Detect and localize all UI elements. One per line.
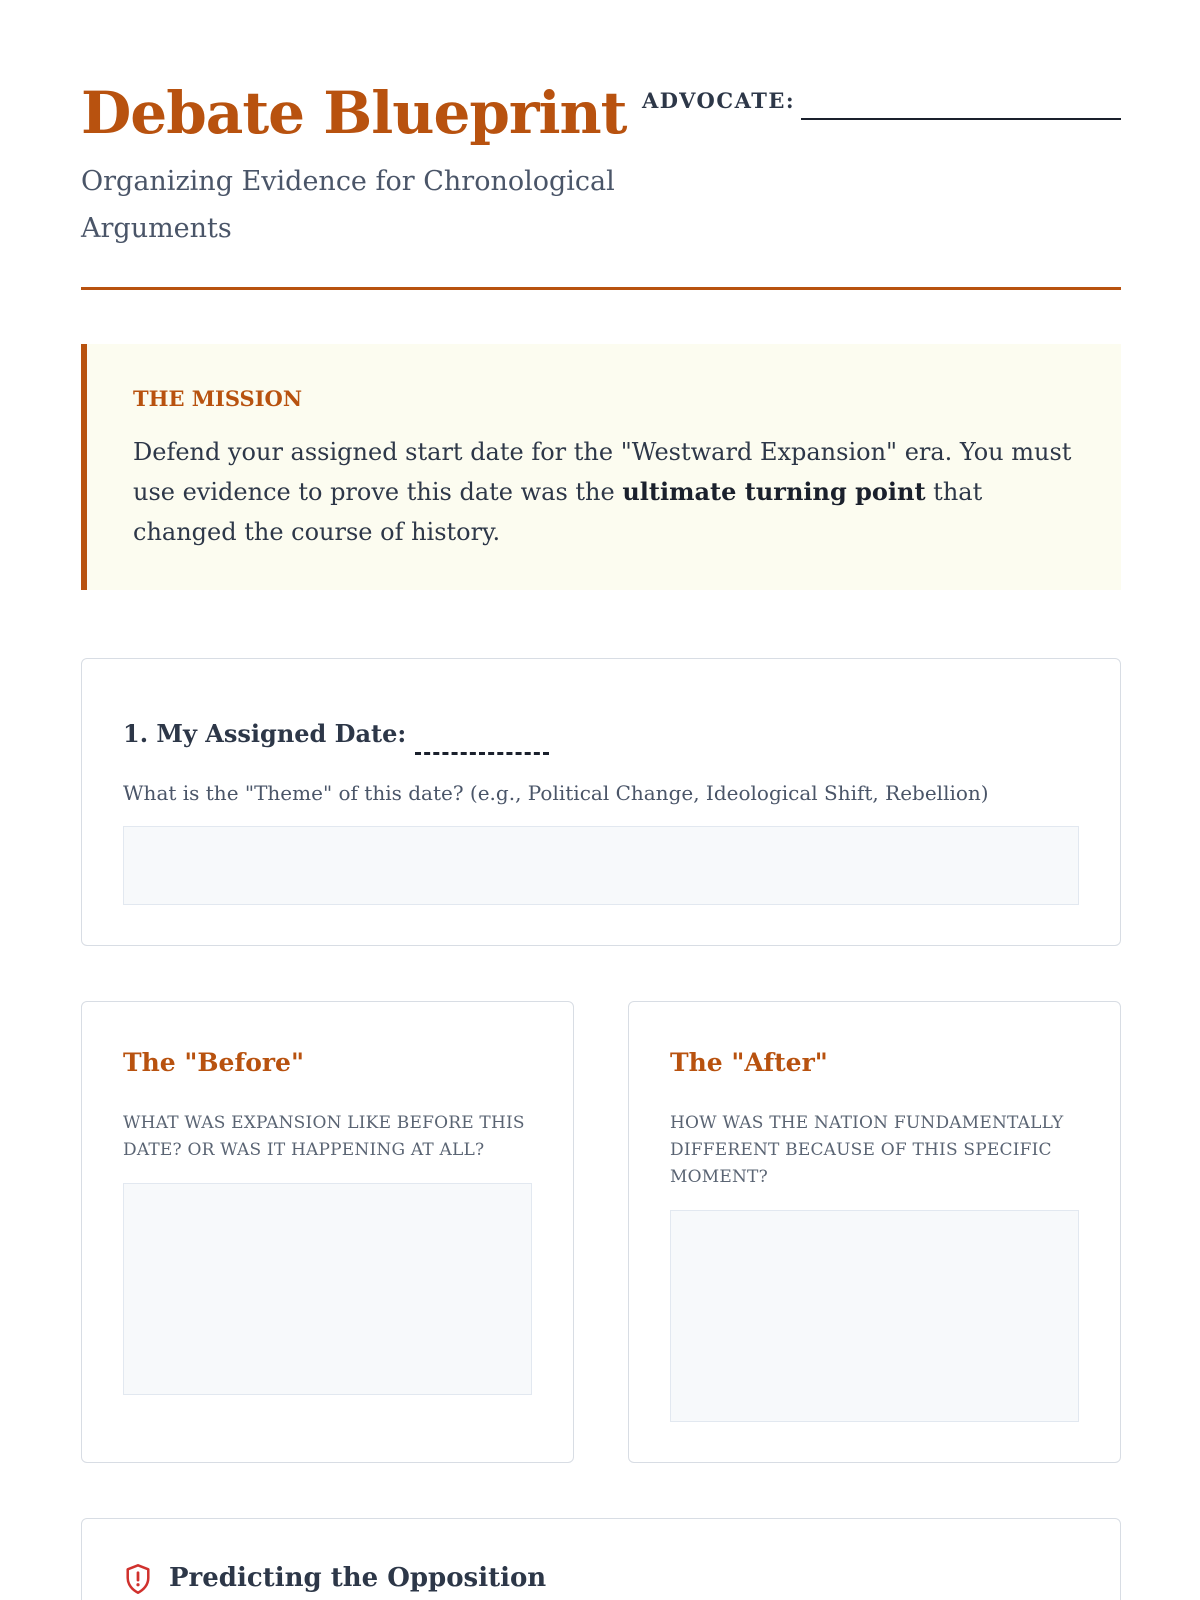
before-question: WHAT WAS EXPANSION LIKE BEFORE THIS DATE? OR WAS IT HAPPENING AT ALL? [123, 1113, 525, 1160]
assigned-date-label: 1. My Assigned Date: [123, 719, 407, 748]
after-question: HOW WAS THE NATION FUNDAMENTALLY DIFFERENT BECAUSE OF THIS SPECIFIC MOMENT? [670, 1113, 1064, 1187]
advocate-name-field[interactable] [801, 118, 1121, 120]
mission-text [133, 432, 1093, 552]
shield-alert-icon [124, 1563, 152, 1595]
mission-callout [81, 344, 1121, 590]
theme-answer-box[interactable] [123, 826, 1079, 905]
advocate-label: ADVOCATE: [642, 88, 796, 113]
assigned-date-card [81, 658, 1121, 946]
page-title: Debate Blueprint [81, 79, 627, 147]
mission-text-start: Defend your assigned start date for the "Westward Expansion" era. You must use evidence to prove this date was the [133, 438, 1072, 506]
page-subtitle: Organizing Evidence for Chronological Arguments [81, 166, 615, 244]
before-answer-box[interactable] [123, 1183, 532, 1395]
worksheet-header [81, 80, 1121, 290]
opposition-card [81, 1518, 1121, 1600]
before-card [81, 1001, 574, 1463]
mission-title: THE MISSION [133, 386, 303, 411]
opposition-title: Predicting the Opposition [169, 1563, 547, 1593]
after-answer-box[interactable] [670, 1210, 1079, 1422]
mission-text-end: that changed the course of history. [133, 478, 983, 546]
theme-question: What is the "Theme" of this date? (e.g., Political Change, Ideological Shift, Rebellion) [123, 781, 989, 805]
after-title: The "After" [670, 1048, 828, 1077]
assigned-date-field[interactable] [415, 752, 549, 755]
mission-text-emphasis: ultimate turning point [622, 477, 926, 506]
after-card [628, 1001, 1121, 1463]
before-title: The "Before" [123, 1048, 304, 1077]
